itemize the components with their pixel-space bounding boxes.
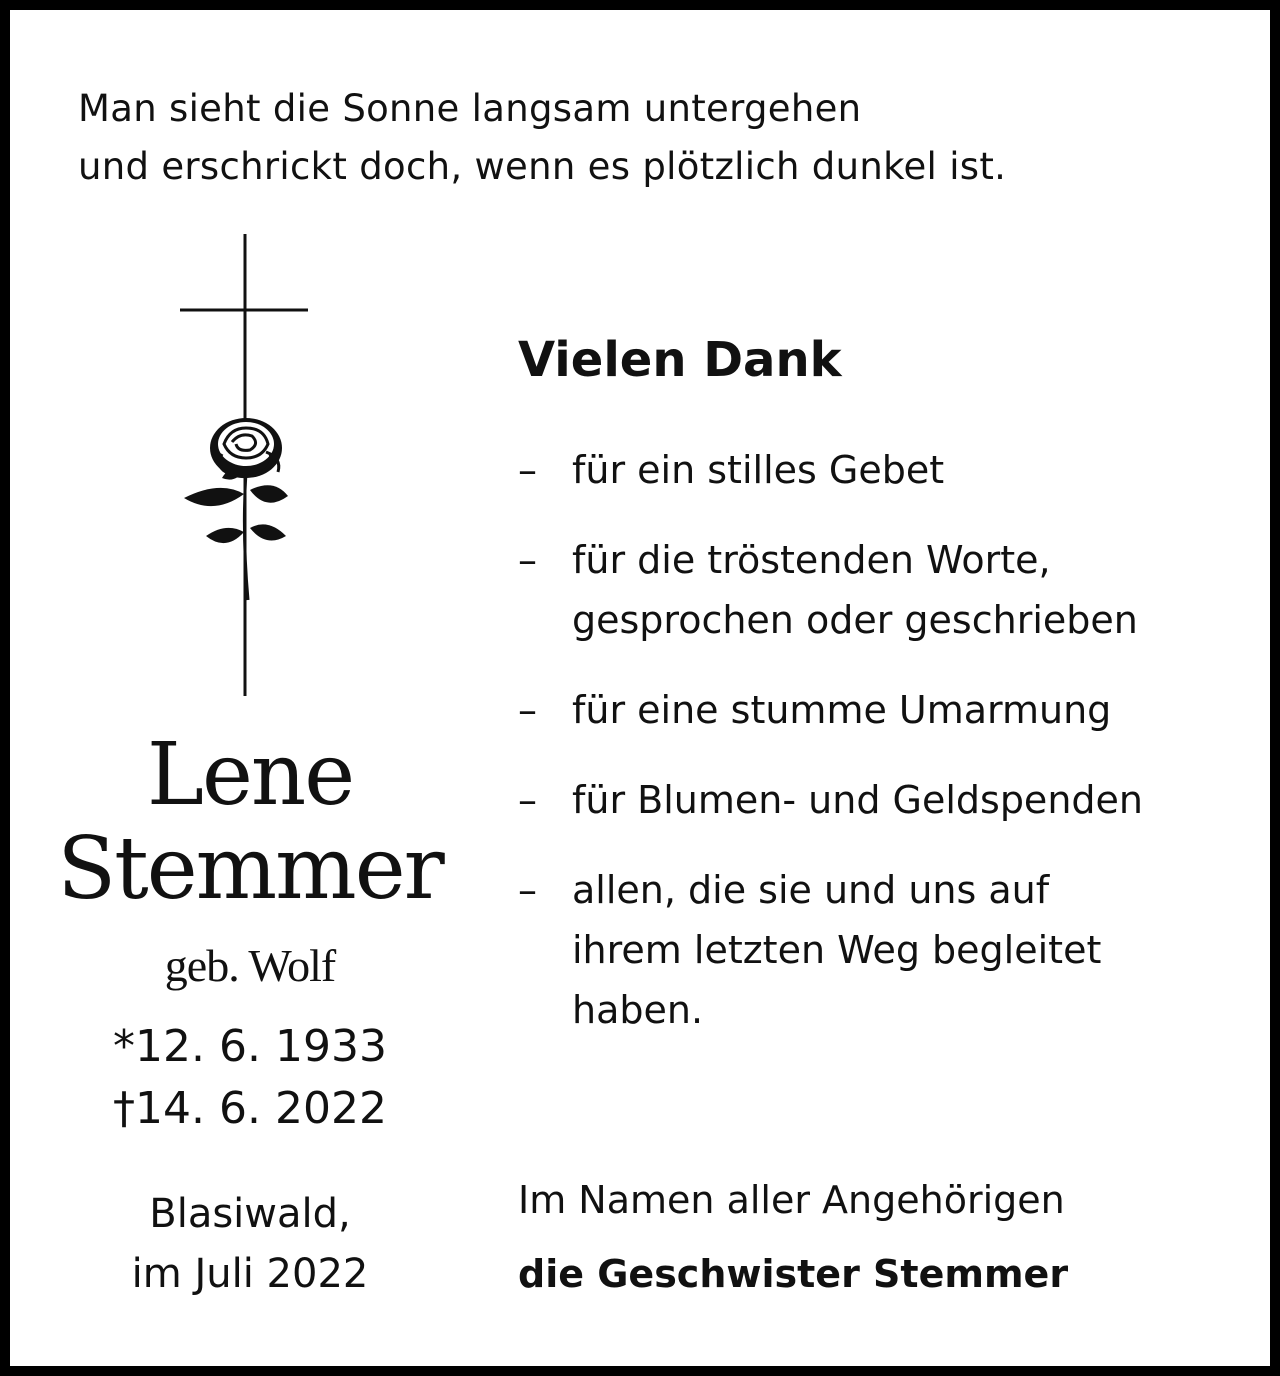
dash: – [518, 778, 537, 822]
list-item-line: für ein stilles Gebet [572, 448, 945, 492]
rose-icon [184, 418, 288, 600]
motto-line-2: und erschrickt doch, wenn es plötzlich dunkel ist. [78, 145, 1007, 188]
signature: die Geschwister Stemmer [518, 1252, 1069, 1296]
list-item-text [572, 440, 944, 500]
dash: – [518, 538, 537, 582]
list-item-line: für die tröstenden Worte, [572, 538, 1051, 582]
list-item-line: allen, die sie und uns auf [572, 868, 1050, 912]
list-item-text [572, 860, 1101, 1040]
motto-line-1: Man sieht die Sonne langsam untergehen [78, 87, 862, 130]
month-year: im Juli 2022 [131, 1251, 369, 1297]
list-item-line: ihrem letzten Weg begleitet [572, 928, 1102, 972]
death-date: †14. 6. 2022 [113, 1083, 387, 1134]
list-item-text [572, 680, 1111, 740]
list-item-text [572, 770, 1143, 830]
place: Blasiwald, [149, 1191, 351, 1237]
dash: – [518, 448, 537, 492]
last-name: Stemmer [57, 819, 443, 919]
list-item-line: haben. [572, 988, 704, 1032]
maiden-name: geb. Wolf [164, 940, 336, 991]
list-item-text [572, 530, 1138, 650]
place-and-date [50, 1184, 450, 1304]
list-item-line: für Blumen- und Geldspenden [572, 778, 1143, 822]
birth-date: *12. 6. 1933 [113, 1021, 387, 1072]
thanks-title: Vielen Dank [518, 332, 842, 388]
first-name: Lene [146, 725, 354, 825]
deceased-name [50, 725, 450, 919]
list-item-line: für eine stumme Umarmung [572, 688, 1112, 732]
list-item-line: gesprochen oder geschrieben [572, 598, 1138, 642]
motto [78, 80, 1006, 196]
life-dates [50, 1016, 450, 1140]
dash: – [518, 868, 537, 912]
cross-rose-graphic [170, 232, 320, 698]
closing-line: Im Namen aller Angehörigen [518, 1178, 1065, 1222]
dash: – [518, 688, 537, 732]
